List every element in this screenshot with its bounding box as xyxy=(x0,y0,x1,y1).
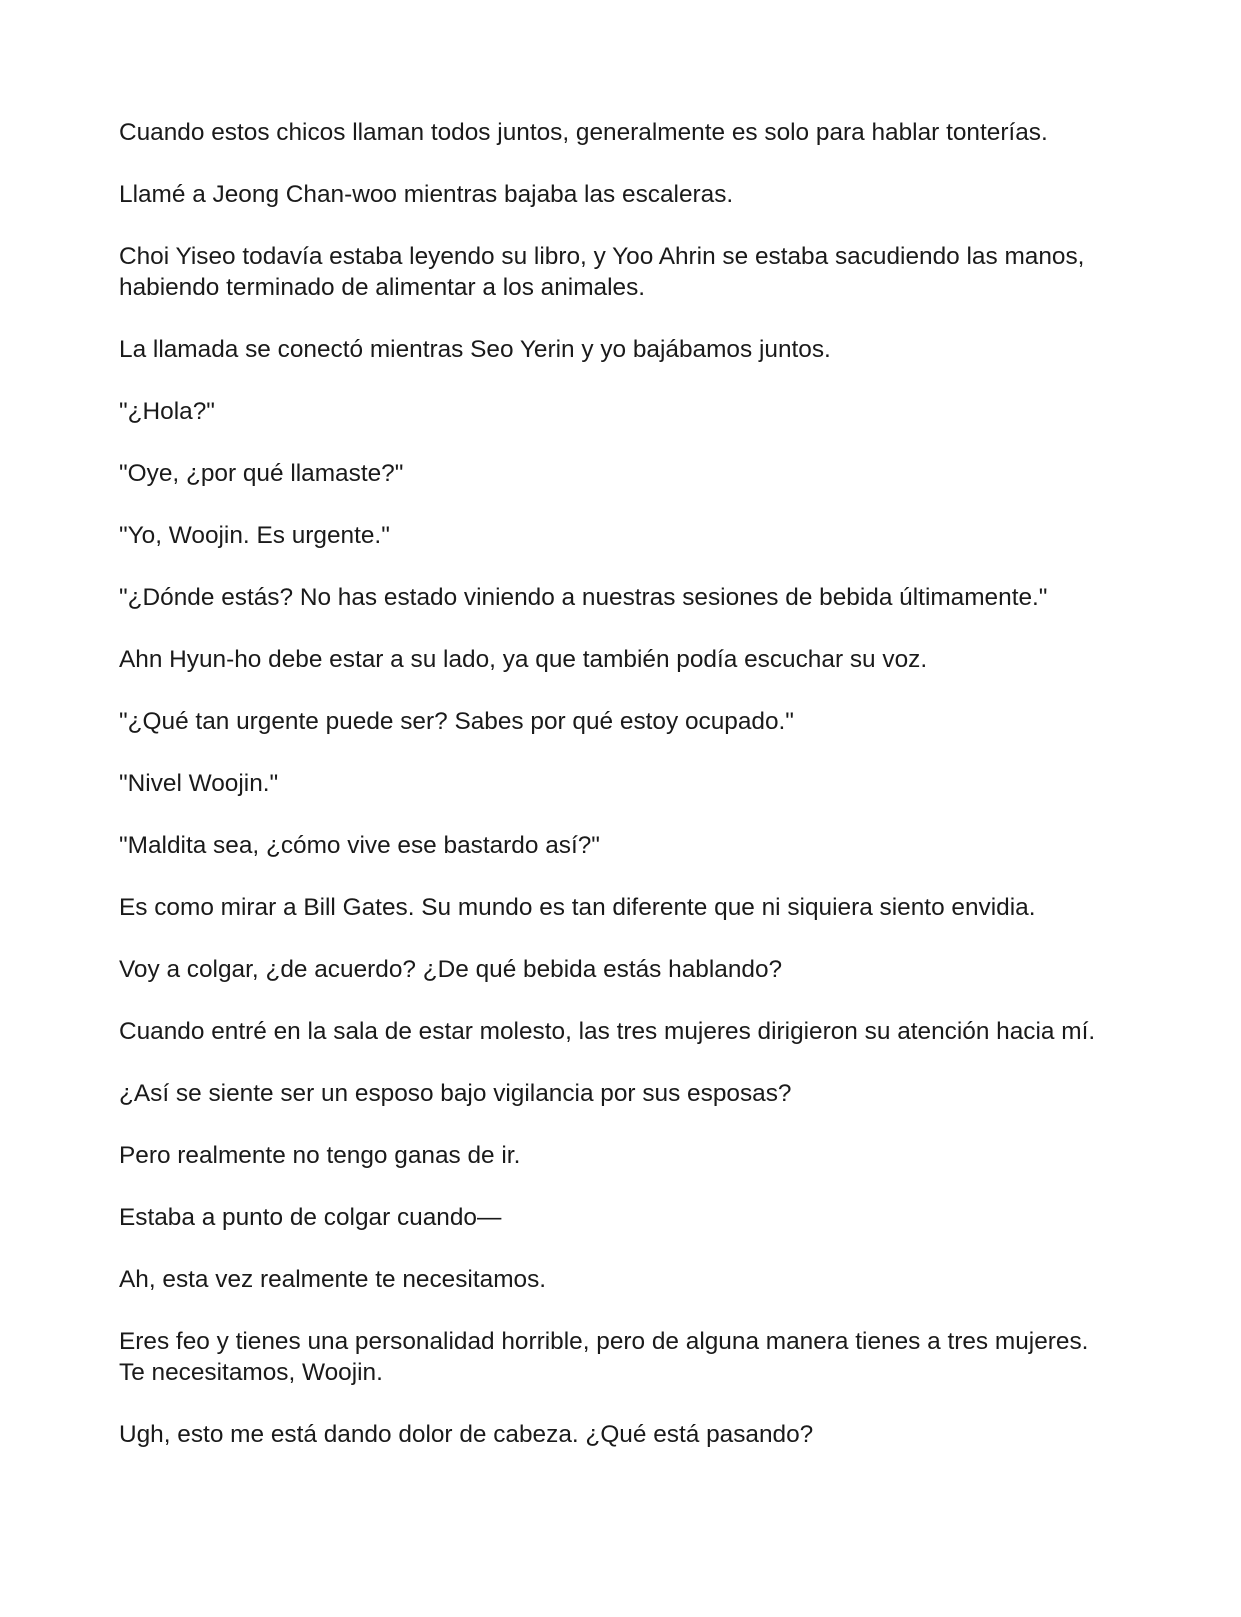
paragraph: "¿Hola?" xyxy=(119,398,215,425)
paragraph: "Yo, Woojin. Es urgente." xyxy=(119,522,390,549)
paragraph: Cuando entré en la sala de estar molesto, las tres mujeres dirigieron su atención hacia mí. xyxy=(119,1018,1096,1045)
paragraph: "Oye, ¿por qué llamaste?" xyxy=(119,460,404,487)
paragraph: Ahn Hyun-ho debe estar a su lado, ya que también podía escuchar su voz. xyxy=(119,646,928,673)
paragraph: "Maldita sea, ¿cómo vive ese bastardo así?" xyxy=(119,832,600,859)
paragraph: Estaba a punto de colgar cuando— xyxy=(119,1204,502,1231)
paragraph: Cuando estos chicos llaman todos juntos, generalmente es solo para hablar tonterías. xyxy=(119,119,1048,146)
paragraph: Voy a colgar, ¿de acuerdo? ¿De qué bebida estás hablando? xyxy=(119,956,783,983)
paragraph: "Nivel Woojin." xyxy=(119,770,279,797)
paragraph: Ah, esta vez realmente te necesitamos. xyxy=(119,1266,547,1293)
paragraph: La llamada se conectó mientras Seo Yerin y yo bajábamos juntos. xyxy=(119,336,831,363)
paragraph: Eres feo y tienes una personalidad horrible, pero de alguna manera tienes a tres mujeres. Te necesitamos, Woojin. xyxy=(119,1328,1089,1386)
paragraph: ¿Así se siente ser un esposo bajo vigilancia por sus esposas? xyxy=(119,1080,792,1107)
paragraph: Pero realmente no tengo ganas de ir. xyxy=(119,1142,521,1169)
paragraph: Llamé a Jeong Chan-woo mientras bajaba las escaleras. xyxy=(119,181,734,208)
paragraph: Es como mirar a Bill Gates. Su mundo es tan diferente que ni siquiera siento envidia. xyxy=(119,894,1036,921)
paragraph: "¿Dónde estás? No has estado viniendo a nuestras sesiones de bebida últimamente." xyxy=(119,584,1048,611)
paragraph: Ugh, esto me está dando dolor de cabeza. ¿Qué está pasando? xyxy=(119,1421,814,1448)
document-body xyxy=(119,117,1119,1481)
paragraph: Choi Yiseo todavía estaba leyendo su libro, y Yoo Ahrin se estaba sacudiendo las manos, habiendo terminado de alimentar a los animales. xyxy=(119,243,1085,301)
paragraph: "¿Qué tan urgente puede ser? Sabes por qué estoy ocupado." xyxy=(119,708,794,735)
